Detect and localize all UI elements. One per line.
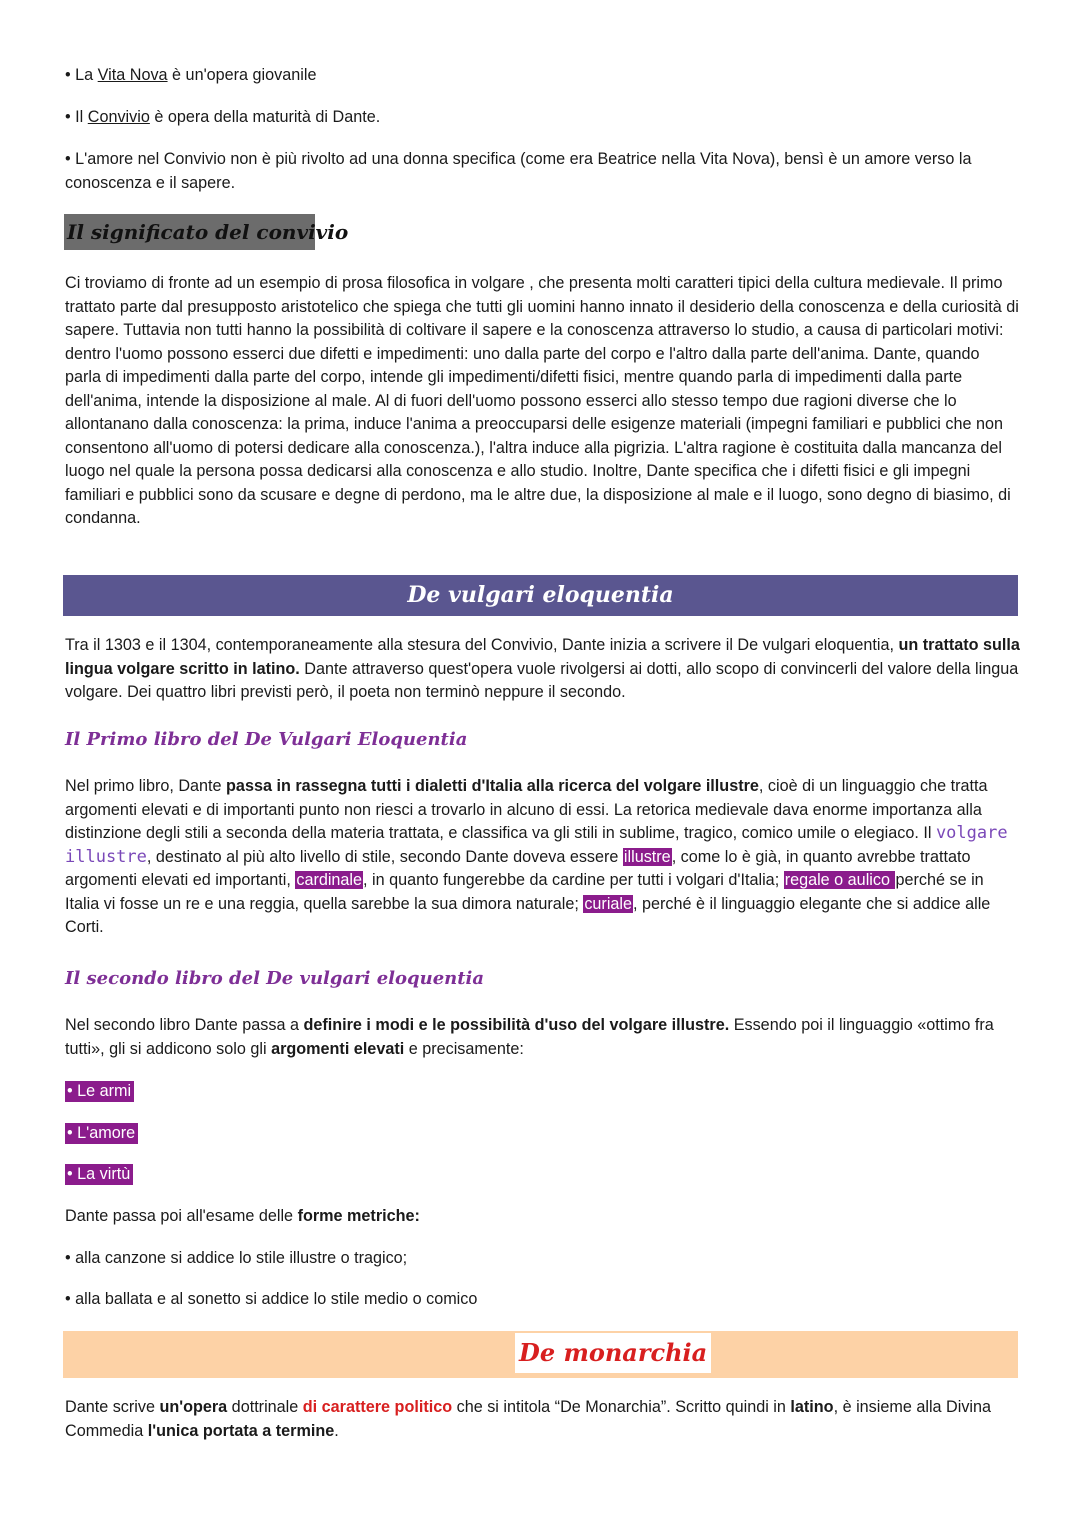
paragraph-monarchia: Dante scrive un'opera dottrinale di carattere politico che si intitola “De Monarchia”. Scritto quindi in latino, è insieme alla Divina Commedia l'unica portata a termine.: [65, 1398, 992, 1440]
paragraph-dve-intro: Tra il 1303 e il 1304, contemporaneamente alla stesura del Convivio, Dante inizia a scrivere il De vulgari eloquentia, un trattato sulla lingua volgare scritto in latino. Dante attraverso quest'opera vuole rivolgersi ai dotti, allo scopo di convincerli del valore della lingua volgare. Dei quattro libri previsti però, il poeta non terminò neppure il secondo.: [65, 636, 1020, 701]
bullet-amore: • L'amore nel Convivio non è più rivolto ad una donna specifica (come era Beatrice nella Vita Nova), bensì è un amore verso la conoscenza e il sapere.: [65, 150, 972, 192]
highlight-regale-aulico: regale o aulico: [784, 871, 895, 889]
subheading-primo-libro: Il Primo libro del De Vulgari Eloquentia: [65, 729, 468, 750]
topic-armi: • Le armi: [65, 1081, 134, 1102]
banner-de-vulgari-eloquentia: De vulgari eloquentia: [63, 575, 1018, 616]
bullet-vita-nova: • La Vita Nova è un'opera giovanile: [65, 66, 317, 84]
topic-amore: • L'amore: [65, 1123, 138, 1144]
paragraph-primo-libro: Nel primo libro, Dante passa in rassegna tutti i dialetti d'Italia alla ricerca del volgare illustre, cioè di un linguaggio che tratta argomenti elevati e di importanti punto non riesci a trovarlo in alcuno di essi. La retorica medievale dava enorme importanza alla distinzione degli stili a seconda della materia trattata, e classifica va gli stili in sublime, tragico, comico umile o elegiaco. Il volgare illustre, destinato al più alto livello di stile, secondo Dante doveva essere illustre, come lo è già, in quanto avrebbe trattato argomenti elevati ed importanti, cardinale, in quanto fungerebbe da cardine per tutti i volgari d'Italia; regale o aulico perché se in Italia vi fosse un re e una reggia, quella sarebbe la sua dimora naturale; curiale, perché è il linguaggio elegante che si addice alle Corti.: [65, 777, 1008, 936]
topic-virtu: • La virtù: [65, 1164, 133, 1185]
heading-significato: Il significato del convivio: [64, 214, 315, 250]
convivio-link: Convivio: [87, 108, 150, 126]
paragraph-significato: Ci troviamo di fronte ad un esempio di prosa filosofica in volgare , che presenta molti caratteri tipici della cultura medievale. Il primo trattato parte dal presupposto aristotelico che spiega che tutti gli uomini hanno innato il desiderio della conoscenza e della curiosità di sapere. Tuttavia non tutti hanno la possibilità di coltivare il sapere e la conoscenza attraverso lo studio, a causa di particolari motivi: dentro l'uomo possono esserci due difetti e impedimenti: uno dalla parte del corpo e l'altro dalla parte dell'anima. Dante, quando parla di impedimenti dalla parte del corpo, intende gli impedimenti/difetti fisici, mentre quando parla di impedimenti dalla parte dell'anima, intende la disposizione al male. Al di fuori dell'uomo possono esserci allo stesso tempo due ragioni diverse che lo allontanano dalla conoscenza: la prima, induce l'anima a preoccuparsi delle esigenze materiali (impegni familiari e pubblici che non consentono all'uomo di potersi dedicare alla conoscenza.), l'altra induce alla pigrizia. L'altra ragione è costituita dalla mancanza del luogo nel quale la persona possa dedicarsi alla conoscenza e allo studio. Inoltre, Dante specifica che i difetti fisici e gli impegni familiari e pubblici sono da scusare e degne di perdono, ma le altre due, la disposizione al male e il luogo, sono degno di biasimo, di condanna.: [65, 274, 1019, 527]
volgare-illustre-term: volgare illustre: [65, 823, 1008, 867]
highlight-curiale: curiale: [584, 894, 633, 913]
de-monarchia-title: De monarchia: [515, 1333, 711, 1373]
subheading-secondo-libro: Il secondo libro del De vulgari eloquentia: [65, 968, 485, 989]
highlight-cardinale: cardinale: [296, 871, 363, 889]
bullet-canzone: • alla canzone si addice lo stile illustre o tragico;: [65, 1249, 408, 1267]
paragraph-secondo-libro: Nel secondo libro Dante passa a definire i modi e le possibilità d'uso del volgare illustre. Essendo poi il linguaggio «ottimo fra tutti», gli si addicono solo gli argomenti elevati e precisamente:: [65, 1016, 994, 1058]
vita-nova-link: Vita Nova: [97, 66, 168, 84]
bullet-convivio: • Il Convivio è opera della maturità di Dante.: [65, 108, 381, 126]
bullet-ballata: • alla ballata e al sonetto si addice lo stile medio o comico: [65, 1290, 478, 1308]
highlight-illustre: illustre: [623, 847, 671, 866]
paragraph-forme-metriche: Dante passa poi all'esame delle forme metriche:: [65, 1207, 420, 1225]
banner-de-monarchia: [63, 1331, 1018, 1378]
